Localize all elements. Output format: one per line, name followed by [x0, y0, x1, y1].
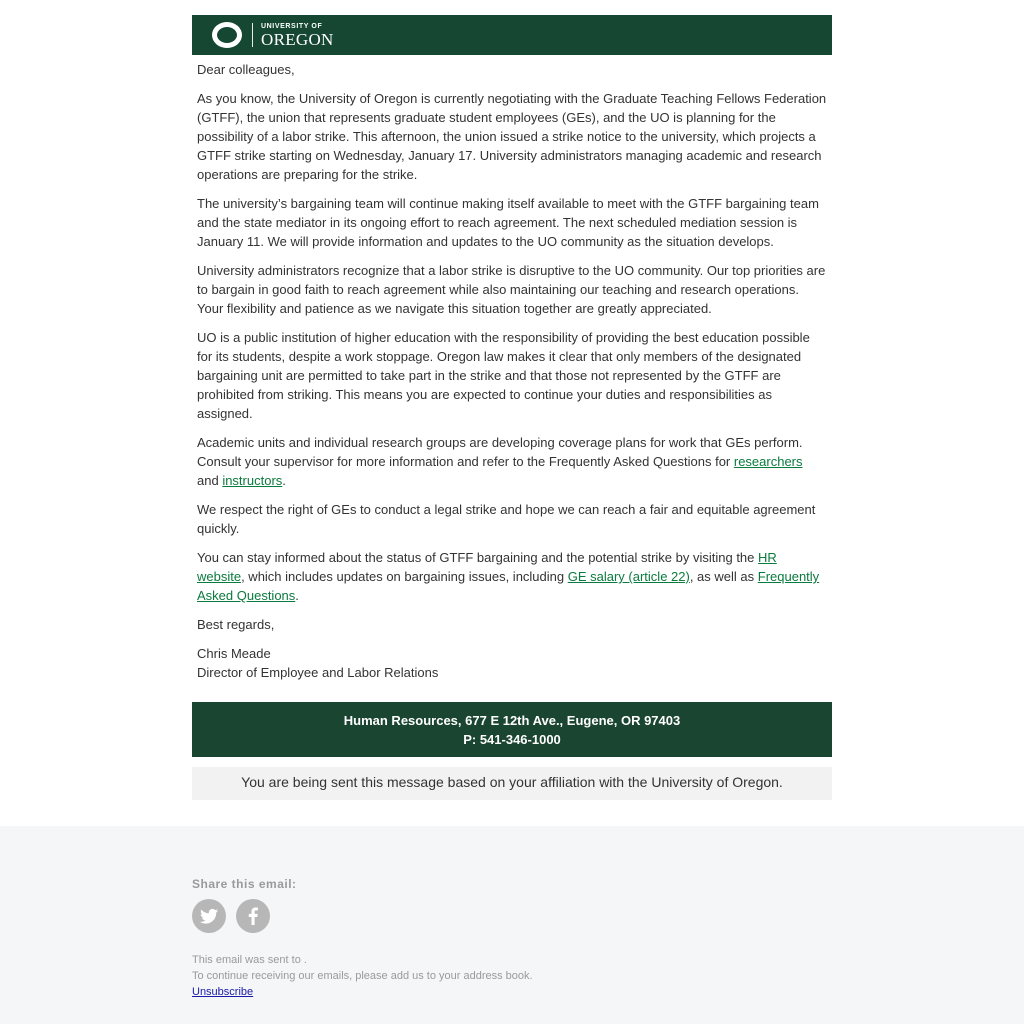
- share-label: Share this email:: [192, 877, 297, 891]
- instructors-link[interactable]: instructors: [222, 473, 283, 488]
- informed-period: .: [295, 588, 299, 603]
- paragraph-negotiation: As you know, the University of Oregon is currently negotiating with the Graduate Teaching Fellows Federation (GTFF), the union that represents graduate student employees (GEs), and the UO is planning for the possibility of a labor strike. This afternoon, the union issued a strike notice to the university, which projects a GTFF strike starting on Wednesday, January 17. University administrators managing academic and research operations are preparing for the strike.: [197, 91, 827, 182]
- paragraph-bargaining-team: The university’s bargaining team will continue making itself available to meet with the GTFF bargaining team and the state mediator in its ongoing effort to reach agreement. The next scheduled mediation session is January 11. We will provide information and updates to the UO community as the situation develops.: [197, 196, 819, 249]
- informed-mid2: , as well as: [689, 569, 758, 584]
- greeting: Dear colleagues,: [197, 62, 295, 77]
- facebook-share-button[interactable]: [236, 899, 270, 933]
- informed-mid: , which includes updates on bargaining issues, including: [241, 569, 568, 584]
- hr-website-link[interactable]: HR website: [197, 550, 777, 584]
- paragraph-priorities: University administrators recognize that a labor strike is disruptive to the UO community. Our top priorities are to bargain in good faith to reach agreement while also maintaining our teaching and research operations. Your flexibility and patience as we navigate this situation together are greatly appreciated.: [197, 263, 826, 316]
- sent-to-text: This email was sent to .: [192, 954, 307, 966]
- paragraph-respect: We respect the right of GEs to conduct a legal strike and hope we can reach a fair and equitable agreement quickly.: [197, 502, 816, 536]
- share-footer: [0, 826, 1024, 1024]
- twitter-icon: [192, 899, 226, 933]
- legal-notice: [192, 952, 533, 1000]
- twitter-share-button[interactable]: [192, 899, 226, 933]
- paragraph-coverage-plans: [197, 433, 827, 490]
- message-content: [197, 60, 827, 682]
- university-logo[interactable]: [212, 22, 334, 48]
- informed-text: You can stay informed about the status of GTFF bargaining and the potential strike by visiting the: [197, 550, 759, 565]
- logo-divider: [252, 23, 253, 47]
- signature-name: Chris Meade: [197, 646, 271, 661]
- researchers-link[interactable]: researchers: [733, 454, 803, 469]
- address-book-text: To continue receiving our emails, please add us to your address book.: [192, 970, 533, 982]
- logo-text: [261, 23, 334, 48]
- signature: [197, 644, 827, 682]
- unsubscribe-link[interactable]: Unsubscribe: [192, 986, 254, 998]
- signature-title: Director of Employee and Labor Relations: [197, 665, 439, 680]
- header-banner: [192, 15, 832, 55]
- ge-salary-link[interactable]: GE salary (article 22): [567, 569, 690, 584]
- faq-link[interactable]: Frequently Asked Questions: [197, 569, 820, 603]
- affiliation-notice: You are being sent this message based on your affiliation with the University of Oregon.: [192, 767, 832, 800]
- contact-footer: [192, 702, 832, 757]
- closing: Best regards,: [197, 617, 275, 632]
- footer-phone: P: 541-346-1000: [463, 732, 561, 747]
- coverage-text: Academic units and individual research groups are developing coverage plans for work that GEs perform. Consult your supervisor for more information and refer to the Frequently Asked Questions for: [197, 435, 803, 469]
- footer-address: Human Resources, 677 E 12th Ave., Eugene, OR 97403: [343, 713, 681, 728]
- paragraph-stay-informed: [197, 548, 827, 605]
- coverage-and: and: [197, 473, 223, 488]
- o-logo-icon: [212, 22, 242, 48]
- coverage-period: .: [282, 473, 286, 488]
- logo-university-of: UNIVERSITY OF: [261, 22, 323, 30]
- logo-oregon: OREGON: [261, 29, 334, 49]
- paragraph-public-institution: UO is a public institution of higher education with the responsibility of providing the best education possible for its students, despite a work stoppage. Oregon law makes it clear that only members of the designated bargaining unit are permitted to take part in the strike and that those not represented by the GTFF are prohibited from striking. This means you are expected to continue your duties and responsibilities as assigned.: [197, 330, 810, 421]
- facebook-icon: [236, 899, 270, 933]
